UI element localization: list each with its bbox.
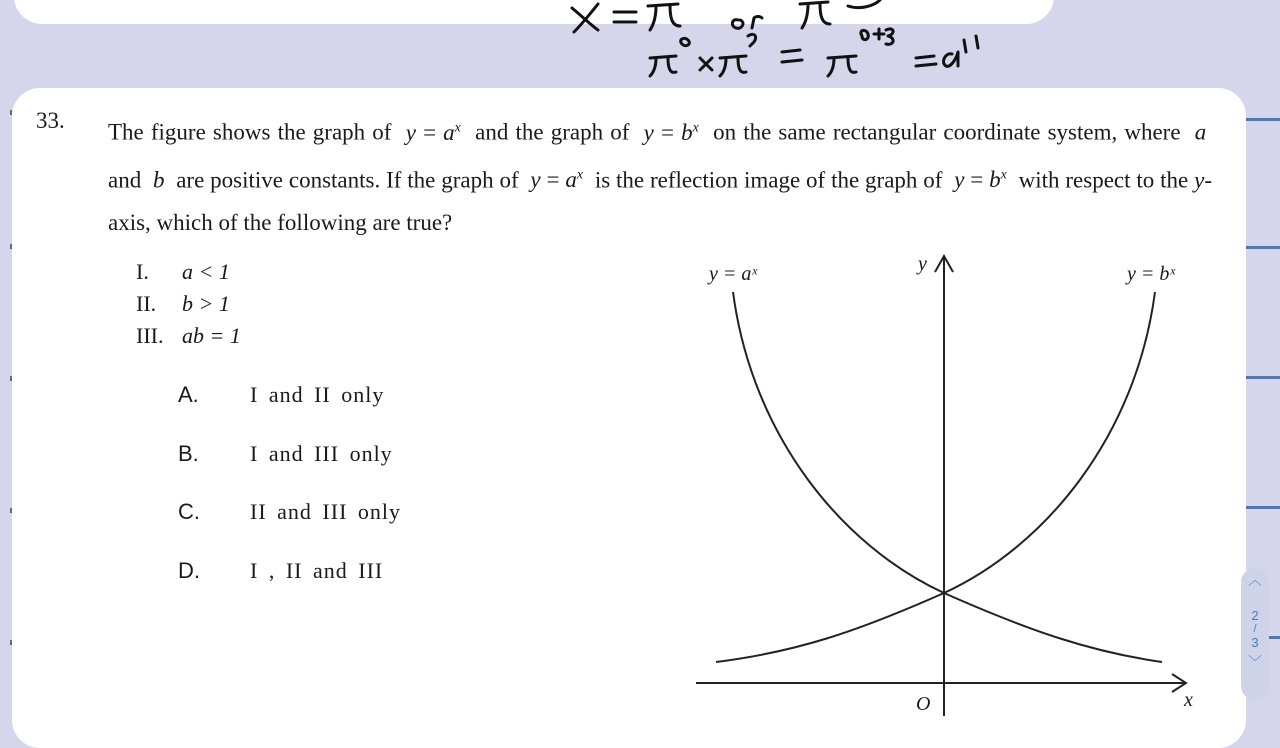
stem-text: is the reflection image of the graph of [594,167,943,193]
curve-y-equals-b-power-x [716,292,1155,662]
page-navigator [1241,568,1269,700]
stem-text: -axis, which of the following are true? [108,167,1213,236]
stem-text: on the same rectangular coordinate system, where [713,119,1181,145]
x-axis-label: x [1184,689,1193,711]
previous-page-card [14,0,1054,24]
formula-y-equals-a-power-x: $y = a^x$ [405,119,461,145]
option-b[interactable]: B. I and III only [178,440,393,466]
stem-text: are positive constants. If the graph of [176,167,519,193]
page-edge-rule [1246,118,1280,121]
y-axis-label: y [918,253,927,275]
curve-y-equals-a-power-x [733,292,1162,662]
variable-a: a [1194,119,1207,145]
margin-tick [10,640,12,645]
margin-tick [10,508,12,513]
formula-y-equals-a-power-x: $y = a^x$ [530,167,584,193]
formula-y-equals-b-power-x: $y = b^x$ [643,119,699,145]
margin-tick [10,376,12,381]
formula-y-equals-b-power-x: $y = b^x$ [954,167,1007,193]
stem-text: The figure shows the graph of [108,119,392,145]
statement-item: I. a < 1 [136,259,230,284]
question-number: 33. [36,108,65,133]
current-page: 2 [1251,608,1259,623]
stem-text: with respect to the [1018,167,1189,193]
exponential-graph-figure [692,246,1212,726]
question-card [12,88,1246,748]
variable-b: b [152,167,165,193]
statement-item: III. ab = 1 [136,323,241,348]
variable-y: y [1194,167,1205,193]
margin-tick [10,110,12,115]
page-edge-rule [1246,506,1280,509]
page-separator: / [1253,623,1257,635]
stem-text: and [108,167,142,193]
label-y-equals-b-power-x: y = bˣ [1127,263,1176,285]
page-edge-rule [1246,246,1280,249]
answer-options [178,382,401,616]
page-edge-rule [1246,376,1280,379]
total-pages: 3 [1251,635,1259,650]
option-d[interactable]: D. I , II and III [178,557,384,583]
option-c[interactable]: C. II and III only [178,499,402,524]
label-y-equals-a-power-x: y = aˣ [709,263,758,285]
statement-list [136,256,241,352]
question-stem [108,106,1212,244]
margin-tick [10,244,12,249]
chevron-down-icon[interactable]: ﹀ [1248,654,1262,670]
chevron-up-icon[interactable]: ︿ [1248,572,1262,588]
stem-text: and the graph of [475,119,630,145]
origin-label: O [916,693,931,715]
statement-item: II. b > 1 [136,291,230,316]
option-a[interactable]: A. I and II only [178,382,385,407]
